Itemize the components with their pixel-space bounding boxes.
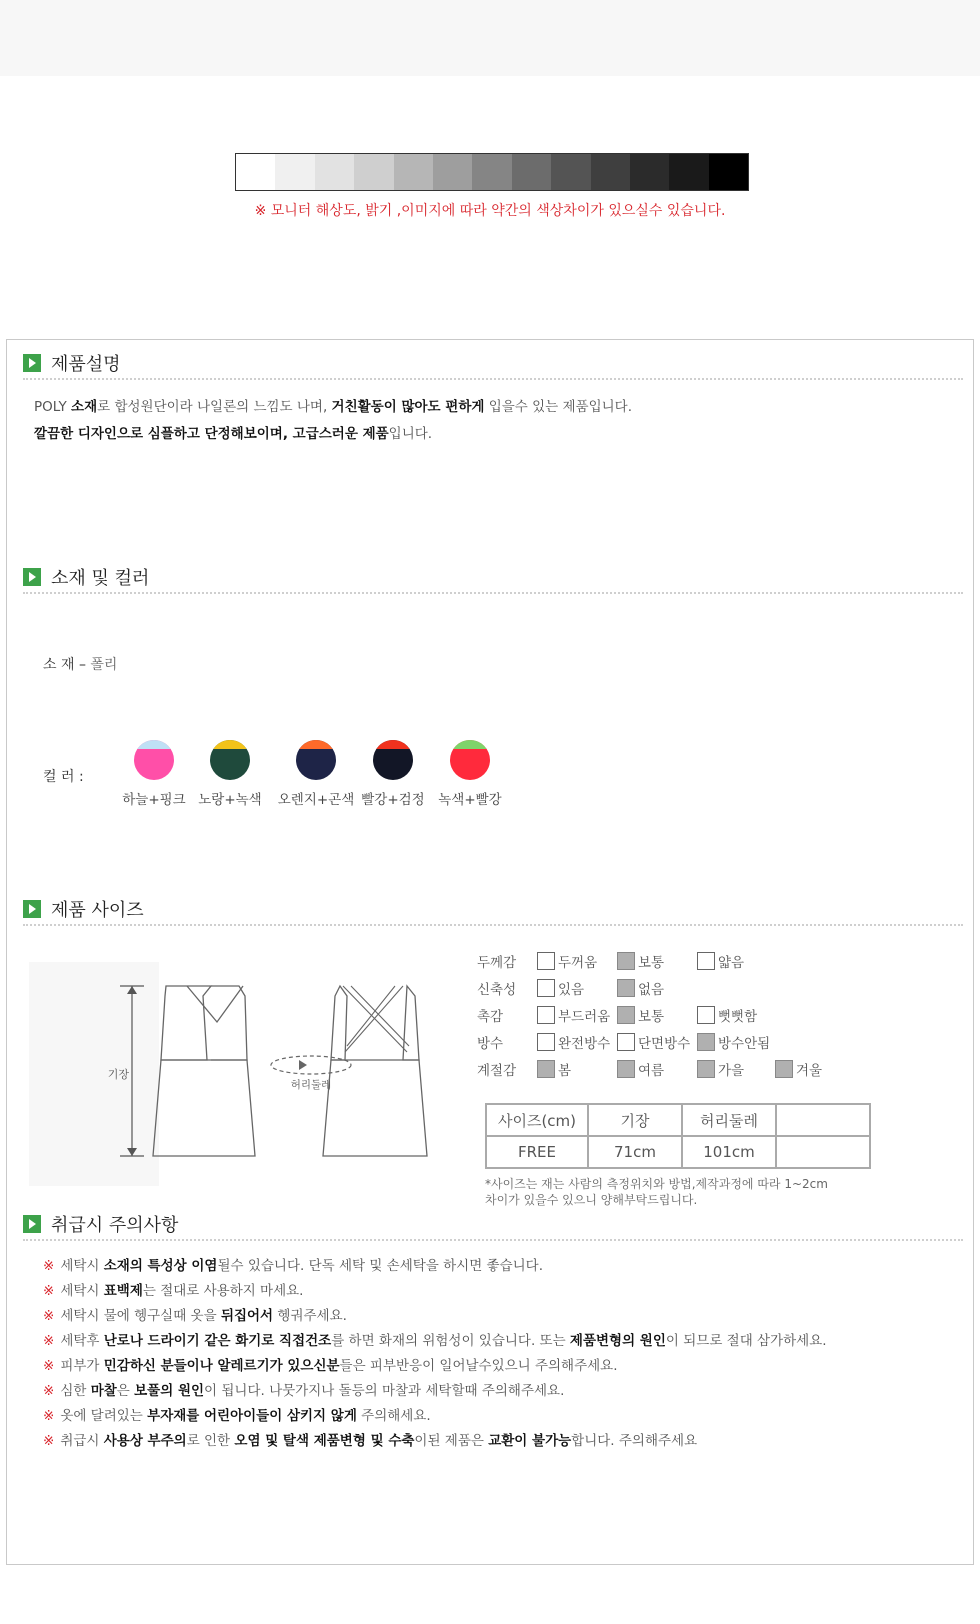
attribute-option-label: 얇음 xyxy=(718,955,745,971)
attribute-row xyxy=(477,1004,877,1026)
attribute-option xyxy=(617,1059,664,1079)
unchecked-box-icon xyxy=(697,1006,715,1024)
attribute-option-label: 있음 xyxy=(558,982,585,998)
attribute-option-label: 단면방수 xyxy=(638,1036,691,1052)
grayscale-step xyxy=(512,154,551,190)
color-swatch-trim xyxy=(296,740,336,749)
color-swatch-trim xyxy=(450,740,490,749)
section-title-material-color xyxy=(23,564,149,590)
attribute-option-label: 완전방수 xyxy=(558,1036,611,1052)
material-label: 소 재 – xyxy=(43,657,91,673)
size-table-header xyxy=(486,1104,870,1136)
attribute-option xyxy=(537,1059,571,1079)
list-item xyxy=(43,1354,618,1374)
grayscale-step xyxy=(315,154,354,190)
grayscale-bar xyxy=(235,153,749,191)
garment-diagram xyxy=(29,962,449,1186)
attribute-option-label: 없음 xyxy=(638,982,665,998)
section-title-text: 제품 사이즈 xyxy=(51,900,144,921)
checked-box-icon xyxy=(617,1060,635,1078)
text-segment: 세탁시 물에 헹구실때 옷을 xyxy=(60,1308,221,1324)
unchecked-box-icon xyxy=(537,1033,555,1051)
attribute-option-label: 부드러움 xyxy=(558,1009,611,1025)
unchecked-box-icon xyxy=(537,979,555,997)
list-item xyxy=(43,1379,564,1399)
size-cell: FREE xyxy=(486,1136,588,1168)
monitor-note: ※ 모니터 해상도, 밝기 ,이미지에 따라 약간의 색상차이가 있으실수 있습니다. xyxy=(254,203,726,219)
emphasis-text: 교환이 불가능 xyxy=(488,1433,572,1449)
size-cell: 71cm xyxy=(588,1136,682,1168)
diagram-background xyxy=(29,962,159,1186)
arrow-icon xyxy=(23,900,41,918)
color-name: 빨강+검정 xyxy=(361,792,425,808)
color-option xyxy=(425,740,515,808)
checked-box-icon xyxy=(775,1060,793,1078)
text-segment: 피부가 xyxy=(60,1358,104,1374)
emphasis-text: 제품변형의 원인 xyxy=(569,1333,666,1349)
checked-box-icon xyxy=(617,952,635,970)
section-title-description xyxy=(23,350,121,376)
grayscale-step xyxy=(236,154,275,190)
attribute-option xyxy=(537,1032,610,1052)
attribute-name: 계절감 xyxy=(477,1063,517,1079)
description-line-2 xyxy=(34,421,632,448)
section-title-text: 제품설명 xyxy=(51,354,121,375)
attribute-name: 촉감 xyxy=(477,1009,504,1025)
text-segment: 는 절대로 사용하지 마세요. xyxy=(142,1283,304,1299)
grayscale-step xyxy=(669,154,708,190)
text-segment: 주의해세요. xyxy=(356,1408,431,1424)
emphasis-text: 거친활동이 많아도 편하게 xyxy=(331,399,485,415)
attribute-option-label: 방수안됨 xyxy=(718,1036,771,1052)
section-title-text: 취급시 주의사항 xyxy=(51,1215,179,1236)
text-segment: 로 인한 xyxy=(186,1433,235,1449)
detail-panel xyxy=(6,339,974,1565)
attribute-name: 두께감 xyxy=(477,955,517,971)
arrow-icon xyxy=(23,568,41,586)
text-segment: 취급시 xyxy=(60,1433,104,1449)
emphasis-text: 사용상 부주의 xyxy=(103,1433,187,1449)
caution-mark-icon: ※ xyxy=(43,1408,55,1424)
divider xyxy=(23,924,963,926)
text-segment: 들은 피부반응이 일어날수있으니 주의해주세요. xyxy=(339,1358,618,1374)
description-text xyxy=(34,394,632,448)
apron-back-straps xyxy=(343,986,409,1052)
text-segment: 를 하면 화재의 위험성이 있습니다. 또는 xyxy=(331,1333,570,1349)
attribute-option xyxy=(697,951,744,971)
attribute-option-label: 두꺼움 xyxy=(558,955,598,971)
divider xyxy=(23,592,963,594)
color-name: 오렌지+곤색 xyxy=(277,792,355,808)
text-segment: 이 되므로 절대 삼가하세요. xyxy=(665,1333,827,1349)
attribute-row xyxy=(477,1058,877,1080)
attribute-option-label: 보통 xyxy=(638,955,665,971)
checked-box-icon xyxy=(697,1033,715,1051)
arrow-icon xyxy=(23,354,41,372)
size-header-cell xyxy=(776,1104,870,1136)
text-segment: 심한 xyxy=(60,1383,91,1399)
arrow-right-icon xyxy=(299,1060,307,1070)
size-header-cell: 사이즈(cm) xyxy=(486,1104,588,1136)
grayscale-step xyxy=(709,154,748,190)
grayscale-step xyxy=(551,154,590,190)
attribute-name: 방수 xyxy=(477,1036,504,1052)
apron-front-bib xyxy=(161,986,211,1060)
emphasis-text: 보풀의 원인 xyxy=(134,1383,205,1399)
attribute-option xyxy=(617,1005,664,1025)
unchecked-box-icon xyxy=(697,952,715,970)
unchecked-box-icon xyxy=(537,952,555,970)
caution-mark-icon: ※ xyxy=(43,1358,55,1374)
attribute-option xyxy=(537,1005,610,1025)
attribute-row xyxy=(477,950,877,972)
emphasis-text: 마찰 xyxy=(90,1383,117,1399)
list-item xyxy=(43,1279,303,1299)
waist-indicator xyxy=(271,1056,351,1074)
emphasis-text: 부자재를 어린아이들이 삼키지 않게 xyxy=(147,1408,357,1424)
attribute-option xyxy=(617,951,664,971)
length-label: 기장 xyxy=(107,1068,129,1081)
apron-back-left xyxy=(331,986,347,1060)
color-name: 하늘+핑크 xyxy=(122,792,186,808)
caution-mark-icon: ※ xyxy=(43,1433,55,1449)
apron-front-neckline xyxy=(187,986,243,1022)
size-header-cell: 기장 xyxy=(588,1104,682,1136)
attribute-row xyxy=(477,1031,877,1053)
attribute-option xyxy=(697,1005,757,1025)
text-segment: 세탁시 xyxy=(60,1258,104,1274)
text-segment: POLY xyxy=(34,399,72,415)
attribute-option-label: 봄 xyxy=(558,1063,572,1079)
color-swatch-trim xyxy=(134,740,174,749)
grayscale-step xyxy=(394,154,433,190)
text-segment: 될수 있습니다. 단독 세탁 및 손세탁을 하시면 좋습니다. xyxy=(217,1258,543,1274)
text-segment: 합니다. 주의해주세요 xyxy=(571,1433,698,1449)
grayscale-step xyxy=(354,154,393,190)
waist-label: 허리둘레 xyxy=(290,1079,332,1091)
color-swatch xyxy=(210,740,250,780)
attribute-option xyxy=(617,1032,690,1052)
caution-mark-icon: ※ xyxy=(43,1283,55,1299)
text-segment: 로 합성원단이라 나일론의 느낌도 나며, xyxy=(97,399,332,415)
apron-front-skirt xyxy=(153,1060,255,1156)
size-note-line: 차이가 있을수 있으니 양해부탁드립니다. xyxy=(485,1193,698,1207)
emphasis-text: 표백제 xyxy=(103,1283,143,1299)
section-title-text: 소재 및 컬러 xyxy=(51,568,150,589)
divider xyxy=(23,378,963,380)
divider xyxy=(23,1239,963,1241)
list-item xyxy=(43,1329,827,1349)
emphasis-text: 깔끔한 디자인으로 심플하고 단정해보이며, 고급스러운 제품 xyxy=(34,426,389,442)
list-item xyxy=(43,1429,697,1449)
list-item xyxy=(43,1254,543,1274)
size-header-cell: 허리둘레 xyxy=(682,1104,776,1136)
attribute-option xyxy=(617,978,664,998)
grayscale-step xyxy=(472,154,511,190)
grayscale-step xyxy=(591,154,630,190)
size-note-line: *사이즈는 재는 사람의 측정위치와 방법,제작과정에 따라 1~2cm xyxy=(485,1177,828,1191)
color-swatch xyxy=(373,740,413,780)
attribute-option-label: 보통 xyxy=(638,1009,665,1025)
color-swatch xyxy=(450,740,490,780)
emphasis-text: 소재의 특성상 이염 xyxy=(103,1258,218,1274)
attribute-name: 신축성 xyxy=(477,982,517,998)
text-segment: 세탁시 xyxy=(60,1283,104,1299)
description-line-1 xyxy=(34,394,632,421)
apron-back-skirt xyxy=(323,1060,427,1156)
table-row xyxy=(486,1136,870,1168)
caution-mark-icon: ※ xyxy=(43,1258,55,1274)
grayscale-step xyxy=(630,154,669,190)
material-line xyxy=(43,654,117,674)
list-item xyxy=(43,1404,431,1424)
attribute-option xyxy=(537,951,597,971)
size-note xyxy=(485,1176,828,1208)
color-name: 노랑+녹색 xyxy=(198,792,262,808)
section-title-caution xyxy=(23,1211,178,1237)
size-cell: 101cm xyxy=(682,1136,776,1168)
checked-box-icon xyxy=(617,1006,635,1024)
unchecked-box-icon xyxy=(537,1006,555,1024)
text-segment: 이 됩니다. 나뭇가지나 돌등의 마찰과 세탁할때 주의해주세요. xyxy=(204,1383,565,1399)
emphasis-text: 소재 xyxy=(71,399,98,415)
attribute-option xyxy=(537,978,584,998)
attribute-option xyxy=(775,1059,822,1079)
color-swatch xyxy=(296,740,336,780)
emphasis-text: 난로나 드라이기 같은 화기로 직접건조 xyxy=(103,1333,332,1349)
color-swatch-trim xyxy=(373,740,413,749)
caution-mark-icon: ※ xyxy=(43,1383,55,1399)
color-name: 녹색+빨강 xyxy=(438,792,502,808)
attribute-option-label: 여름 xyxy=(638,1063,665,1079)
text-segment: 이된 제품은 xyxy=(414,1433,489,1449)
checked-box-icon xyxy=(697,1060,715,1078)
text-segment: 은 xyxy=(116,1383,135,1399)
attribute-option xyxy=(697,1032,770,1052)
text-segment: 옷에 달려있는 xyxy=(60,1408,148,1424)
size-cell xyxy=(776,1136,870,1168)
color-option xyxy=(185,740,275,808)
checked-box-icon xyxy=(537,1060,555,1078)
section-title-size xyxy=(23,896,144,922)
text-segment: 입을수 있는 제품입니다. xyxy=(484,399,632,415)
attribute-option-label: 뻣뻣함 xyxy=(718,1009,758,1025)
caution-mark-icon: ※ xyxy=(43,1333,55,1349)
grayscale-step xyxy=(275,154,314,190)
list-item xyxy=(43,1304,347,1324)
color-swatch-trim xyxy=(210,740,250,749)
apron-front-right xyxy=(211,986,247,1060)
color-label: 컬 러 : xyxy=(43,769,84,785)
text-segment: 세탁후 xyxy=(60,1333,104,1349)
emphasis-text: 오염 및 탈색 제품변형 및 수축 xyxy=(234,1433,415,1449)
checked-box-icon xyxy=(617,979,635,997)
text-segment: 입니다. xyxy=(388,426,433,442)
emphasis-text: 민감하신 분들이나 알레르기가 있으신분 xyxy=(103,1358,340,1374)
apron-back-right xyxy=(403,986,419,1060)
arrow-icon xyxy=(23,1215,41,1233)
attribute-option-label: 가을 xyxy=(718,1063,745,1079)
unchecked-box-icon xyxy=(617,1033,635,1051)
top-band xyxy=(0,0,980,76)
caution-mark-icon: ※ xyxy=(43,1308,55,1324)
emphasis-text: 뒤집어서 xyxy=(220,1308,274,1324)
size-table xyxy=(485,1103,871,1169)
attribute-option-label: 겨울 xyxy=(796,1063,823,1079)
grayscale-step xyxy=(433,154,472,190)
attribute-option xyxy=(697,1059,744,1079)
attribute-row xyxy=(477,977,877,999)
color-swatch xyxy=(134,740,174,780)
text-segment: 헹궈주세요. xyxy=(273,1308,347,1324)
material-value: 폴리 xyxy=(90,657,118,673)
